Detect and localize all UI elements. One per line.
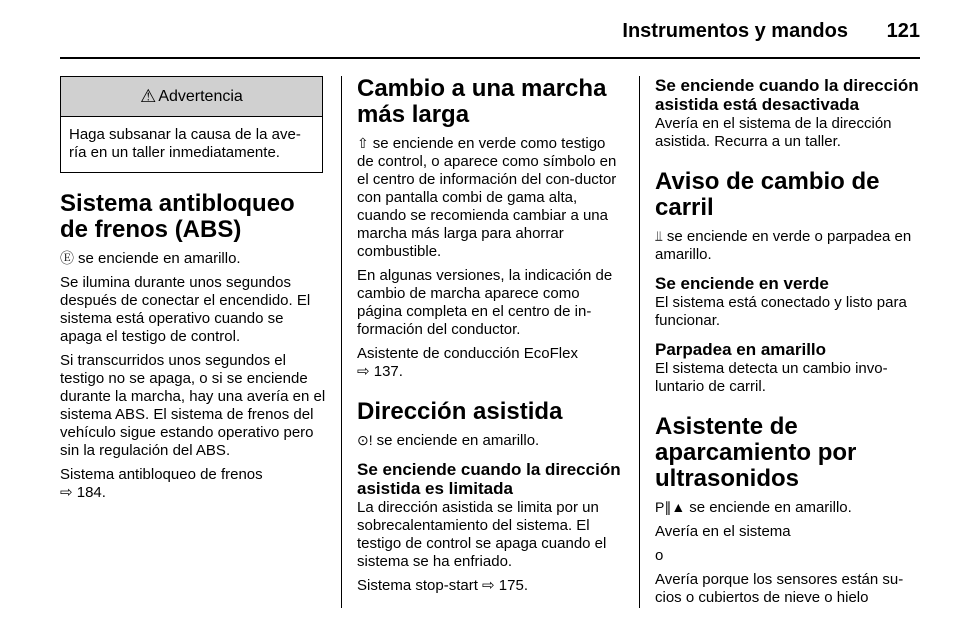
lane-heading: Aviso de cambio de carril [655,168,880,221]
warning-triangle-icon: ⚠ [140,86,157,106]
steering-off-text: Avería en el sistema de la dirección asistida. Recurra a un taller. [655,115,892,150]
upshift-p1: se enciende en verde como testigo de control, o aparece como símbolo en el centro de información del con-ductor con pantalla combi de gama alta, cuando se recomienda cambiar a una marcha más larga para ahorrar combustible. [357,135,617,260]
warning-title: Advertencia [158,87,243,105]
parking-paragraph-1: Avería en el sistema [655,523,791,540]
upshift-paragraph-2: En algunas versiones, la indicación de cambio de marcha aparece como página completa en el centro de in-formación del conductor. [357,267,613,338]
abs-icon: Ⓔ [60,250,74,266]
steering-reference[interactable] [357,577,625,595]
upshift-ref-label: Asistente de conducción EcoFlex [357,345,578,362]
parking-paragraph-2: o [655,547,664,564]
abs-ref-page: 184. [76,484,106,501]
lane-green-subheading: Se enciende en verde [655,274,829,293]
upshift-reference[interactable] [357,345,625,381]
ref-arrow-icon: ⇨ [60,484,73,501]
abs-reference[interactable] [60,466,326,502]
parking-sensor-icon: P∥▲ [655,499,686,515]
header-rule [60,57,920,59]
column-3 [655,76,923,613]
lane-yellow-subheading: Parpadea en amarillo [655,340,827,359]
parking-line1: se enciende en amarillo. [689,499,852,516]
steering-ref-page: 175. [498,577,528,594]
column-2 [357,76,625,601]
abs-ref-label: Sistema antibloqueo de frenos [60,466,263,483]
page-header [0,20,960,50]
ref-arrow-icon: ⇨ [357,363,370,380]
parking-heading: Asistente de aparcamiento por ultrasonidos [655,413,857,492]
upshift-arrow-icon: ⇧ [357,135,369,151]
upshift-ref-page: 137. [373,363,403,380]
ref-arrow-icon: ⇨ [482,577,495,594]
steering-heading: Dirección asistida [357,398,563,425]
parking-paragraph-3: Avería porque los sensores están su-cios o cubiertos de nieve o hielo [655,571,904,606]
upshift-heading: Cambio a una marcha más larga [357,75,607,128]
abs-paragraph-1: Se ilumina durante unos segundos después de conectar el encendido. El sistema está operativo cuando se apaga el testigo de control. [60,274,311,345]
warning-header [61,77,322,117]
page-number: 121 [886,20,920,42]
warning-box [60,76,323,173]
abs-paragraph-2: Si transcurridos unos segundos el testigo no se apaga, o si se enciende durante la marcha, hay una avería en el sistema ABS. El sistema de frenos del vehículo sigue estando operativo pero sin la regulación del ABS. [60,352,326,459]
steering-ref-label: Sistema stop-start [357,577,478,594]
lane-yellow-text: El sistema detecta un cambio invo-luntario de carril. [655,360,888,395]
section-title: Instrumentos y mandos [622,20,848,42]
lane-icon: ⫫ [655,228,663,244]
steering-limited-subheading: Se enciende cuando la dirección asistida es limitada [357,460,621,498]
steering-warning-icon: ⊙! [357,432,373,448]
steering-limited-text: La dirección asistida se limita por un sobrecalentamiento del sistema. El testigo de control se apaga cuando el sistema se ha enfriado. [357,499,607,570]
abs-heading: Sistema antibloqueo de frenos (ABS) [60,190,295,243]
steering-off-subheading: Se enciende cuando la dirección asistida está desactivada [655,76,919,114]
lane-line1: se enciende en verde o parpadea en amarillo. [655,228,912,263]
column-divider-1 [341,76,342,608]
parking-indicator-line [655,498,923,517]
column-1 [60,76,326,502]
lane-green-text: El sistema está conectado y listo para funcionar. [655,294,907,329]
warning-text: Haga subsanar la causa de la ave- ría en un taller inmediatamente. [69,126,301,161]
abs-line1: se enciende en amarillo. [78,250,241,267]
abs-indicator-line [60,249,326,268]
steering-indicator-line [357,431,625,450]
lane-indicator-line [655,227,923,264]
column-divider-2 [639,76,640,608]
upshift-paragraph-1 [357,134,625,261]
steering-line1: se enciende en amarillo. [376,432,540,449]
